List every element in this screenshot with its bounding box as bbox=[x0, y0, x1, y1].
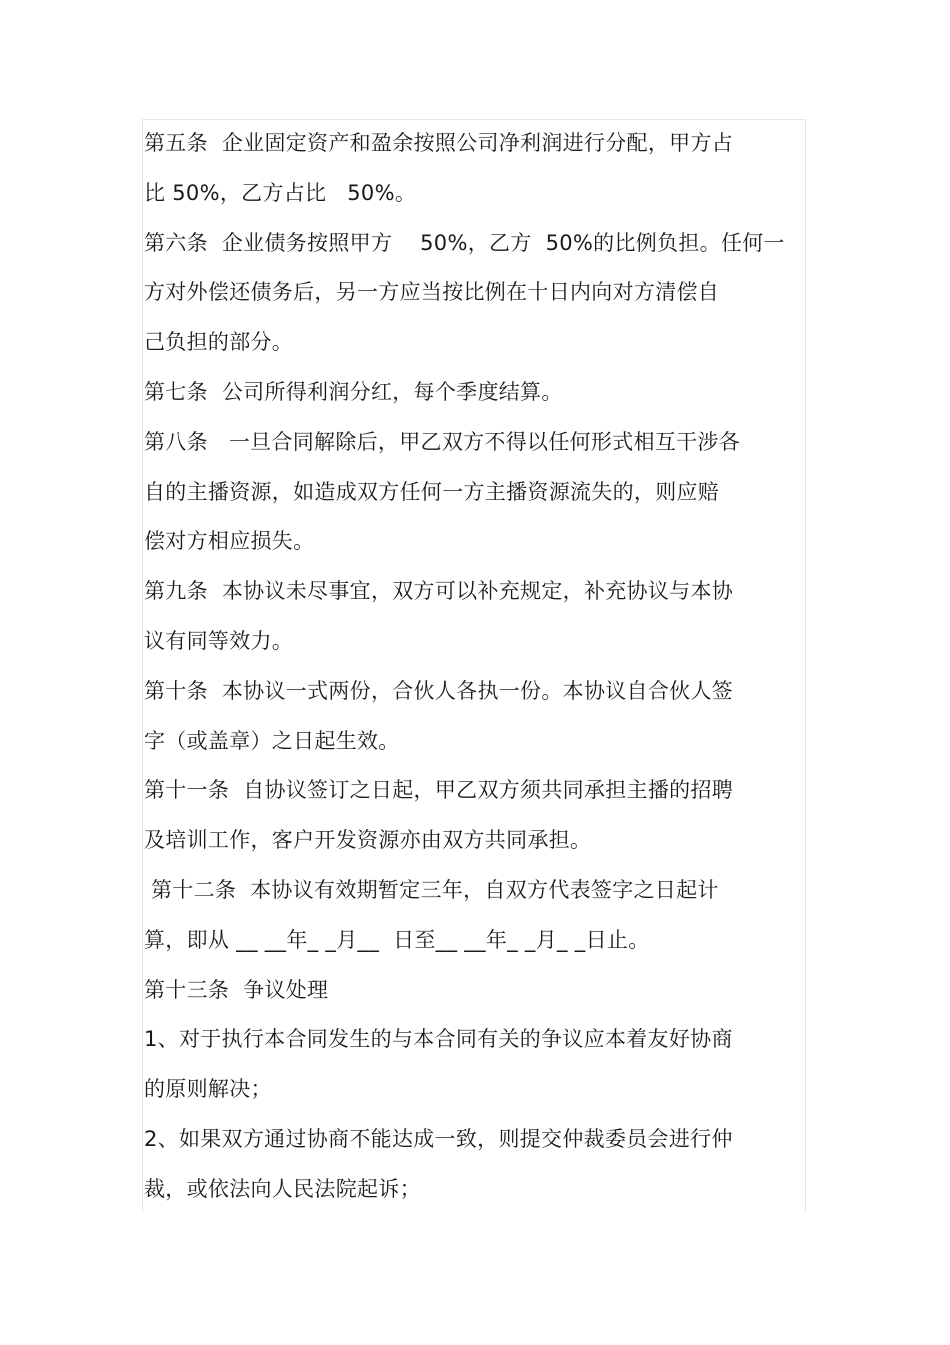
text-line: 议有同等效力。 bbox=[144, 628, 294, 653]
text-line: 1、对于执行本合同发生的与本合同有关的争议应本着友好协商 bbox=[144, 1027, 733, 1052]
document-body bbox=[144, 119, 824, 1215]
text-line: 第十三条 争议处理 bbox=[144, 977, 329, 1002]
text-line: 第八条 一旦合同解除后，甲乙双方不得以任何形式相互干涉各 bbox=[144, 429, 741, 454]
text-line: 第六条 企业债务按照甲方 50%，乙方 50%的比例负担。任何一 bbox=[144, 230, 785, 255]
text-line: 第十一条 自协议签订之日起，甲乙双方须共同承担主播的招聘 bbox=[144, 778, 734, 803]
text-line: 2、如果双方通过协商不能达成一致，则提交仲裁委员会进行仲 bbox=[144, 1126, 733, 1151]
text-line: 比 50%，乙方占比 50%。 bbox=[144, 180, 417, 205]
text-line: 及培训工作，客户开发资源亦由双方共同承担。 bbox=[144, 828, 592, 853]
text-line: 己负担的部分。 bbox=[144, 330, 294, 355]
text-line: 第十二条 本协议有效期暂定三年，自双方代表签字之日起计 bbox=[144, 877, 719, 902]
text-line: 第五条 企业固定资产和盈余按照公司净利润进行分配，甲方占 bbox=[144, 131, 734, 155]
text-line: 的原则解决； bbox=[144, 1077, 272, 1102]
text-line: 偿对方相应损失。 bbox=[144, 529, 315, 554]
text-line: 第七条 公司所得利润分红，每个季度结算。 bbox=[144, 379, 563, 404]
text-line: 自的主播资源，如造成双方任何一方主播资源流失的，则应赔 bbox=[144, 479, 720, 504]
text-line: 字（或盖章）之日起生效。 bbox=[144, 728, 400, 753]
text-line: 方对外偿还债务后，另一方应当按比例在十日内向对方清偿自 bbox=[144, 280, 720, 305]
text-line: 第九条 本协议未尽事宜，双方可以补充规定，补充协议与本协 bbox=[144, 579, 734, 604]
text-line: 裁，或依法向人民法院起诉； bbox=[144, 1176, 421, 1201]
text-line: 算，即从 __ __年_ _月__ 日至__ __年_ _月_ _日止。 bbox=[144, 927, 650, 952]
text-line: 第十条 本协议一式两份，合伙人各执一份。本协议自合伙人签 bbox=[144, 678, 734, 703]
